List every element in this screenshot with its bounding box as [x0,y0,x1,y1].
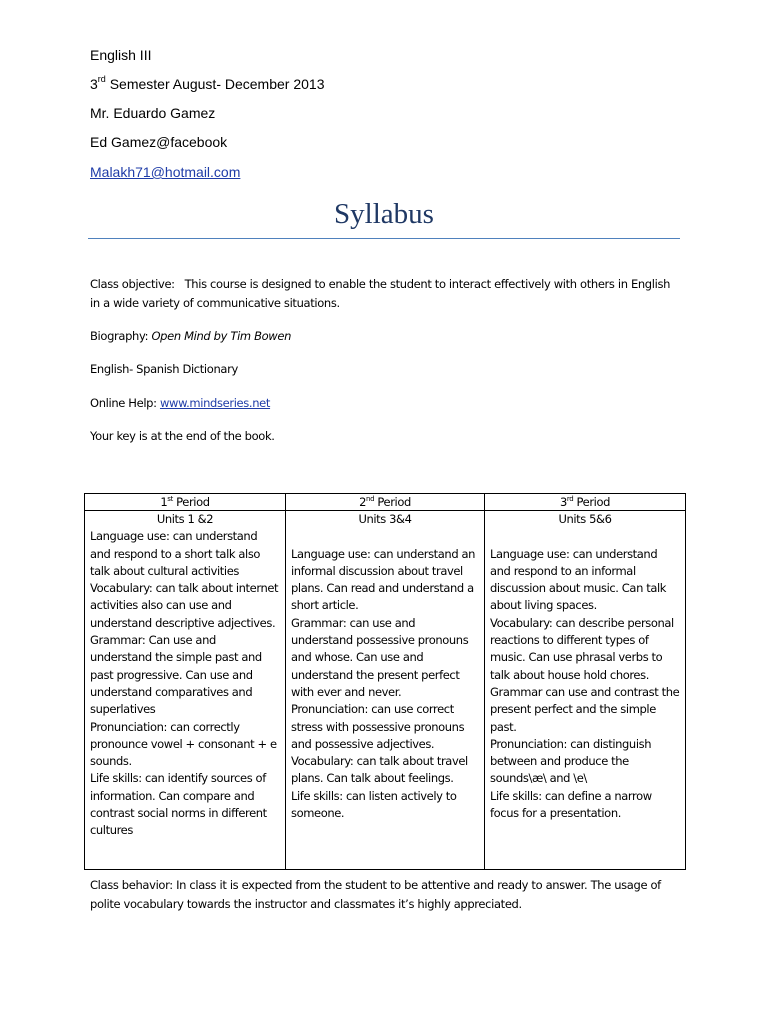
class-objective [90,275,680,313]
facebook-contact: Ed Gamez@facebook [90,134,228,150]
period-label: Period [172,495,210,509]
biography-value: Open Mind by Tim Bowen [151,329,292,343]
periods-table [84,493,686,870]
period-heading-1 [85,494,286,511]
semester-text: Semester August- December 2013 [105,76,325,92]
class-behavior: Class behavior: In class it is expected from the student to be attentive and ready to answer. The usage of polite vocabulary towards the instructor and classmates it’s highly appreciated. [90,878,661,911]
objective-text: This course is designed to enable the student to interact effectively with others in English in a wide variety of communicative situations. [90,277,671,310]
biography-label: Biography: [90,329,149,343]
period-content: Language use: can understand an informal discussion about travel plans. Can read and understand a short article. Grammar: can use and understand possessive pronouns and whose. Can use and understand the present perfect with ever and never. Pronunciation: can use correct stress with possessive pronouns and possessive adjectives. Vocabulary: can talk about travel plans. Can talk about feelings. Life skills: can listen actively to someone. [291,546,476,821]
period-label: Period [573,495,611,509]
key-note: Your key is at the end of the book. [90,429,275,443]
period-ordinal: 3 [559,495,567,509]
biography [90,327,680,346]
title-divider [88,238,680,239]
semester-ordinal: 3 [90,76,98,92]
periods-content-row [85,511,686,870]
course-name: English III [90,47,152,63]
online-help-label: Online Help: [90,396,157,410]
period-units: Units 3&4 [358,512,412,526]
period-units: Units 1 &2 [156,512,214,526]
period-suffix: st [167,495,173,504]
semester-line [90,76,324,92]
online-help-link[interactable]: www.mindseries.net [159,396,271,410]
objective-label: Class objective: [90,277,175,291]
periods-header-row [85,494,686,511]
teacher-name: Mr. Eduardo Gamez [90,105,216,121]
semester-suffix: rd [97,74,106,85]
period-heading-2 [286,494,485,511]
period-ordinal: 1 [160,495,168,509]
email-link[interactable]: Malakh71@hotmail.com [90,164,241,180]
period-content: Language use: can understand and respond to an informal discussion about music. Can talk about living spaces. Vocabulary: can describe personal reactions to different types of music. Can use phrasal verbs to talk about house hold chores. Grammar can use and contrast the present perfect and the simple past. Pronunciation: can distinguish between and produce the sounds\æ\ and \e\ Life skills: can define a narrow focus for a presentation. [490,546,680,821]
period-cell-3 [485,511,686,870]
period-units: Units 5&6 [558,512,612,526]
period-suffix: rd [566,495,574,504]
period-heading-3 [485,494,686,511]
period-ordinal: 2 [359,495,367,509]
period-cell-1 [85,511,286,870]
period-content: Language use: can understand and respond to a short talk also talk about cultural activities Vocabulary: can talk about internet activities also can use and understand descriptive adjectives. Grammar: Can use and understand the simple past and past progressive. Can use and understand comparatives and superlatives Pronunciation: can correctly pronounce vowel + consonant + e sounds. Life skills: can identify sources of information. Can compare and contrast social norms in different cultures [90,529,279,838]
page-title: Syllabus [334,198,434,230]
dictionary: English- Spanish Dictionary [90,362,238,376]
period-suffix: nd [366,495,375,504]
period-label: Period [374,495,411,509]
online-help [90,394,680,413]
period-cell-2 [286,511,485,870]
